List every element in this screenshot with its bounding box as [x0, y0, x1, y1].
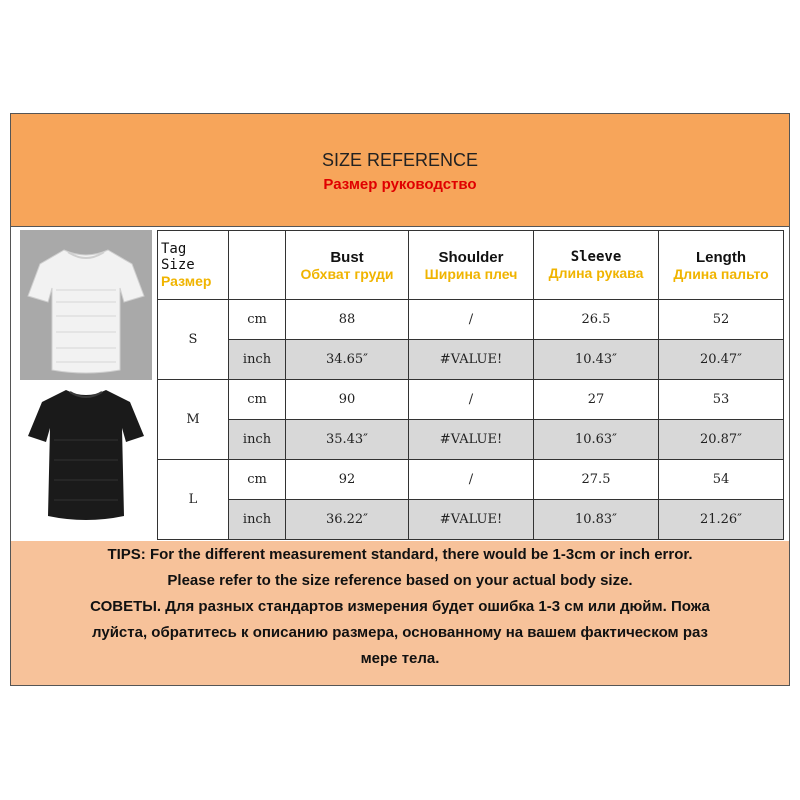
- value-cell: 26.5: [534, 300, 659, 340]
- unit-cell: inch: [229, 500, 286, 540]
- length-header: [659, 231, 784, 300]
- table-row: [158, 500, 784, 540]
- value-cell: 27: [534, 380, 659, 420]
- tips-ru-line-2: луйста, обратитесь к описанию размера, основанному на вашем фактическом раз: [92, 624, 708, 641]
- column-label-ru: Ширина плеч: [424, 265, 518, 282]
- value-cell: 27.5: [534, 460, 659, 500]
- size-cell: L: [158, 460, 229, 540]
- unit-cell: cm: [229, 380, 286, 420]
- column-label: Bust: [330, 248, 364, 266]
- tag-size-header: [158, 231, 229, 300]
- value-cell: #VALUE!: [409, 500, 534, 540]
- value-cell: 54: [659, 460, 784, 500]
- table-header-row: [158, 231, 784, 300]
- column-label-ru: Длина пальто: [673, 265, 769, 282]
- bust-header: [286, 231, 409, 300]
- value-cell: #VALUE!: [409, 340, 534, 380]
- value-cell: 20.87″: [659, 420, 784, 460]
- column-label: Length: [696, 248, 746, 266]
- column-label: Sleeve: [570, 249, 622, 265]
- value-cell: 34.65″: [286, 340, 409, 380]
- black-knit-top-photo: [20, 380, 152, 530]
- value-cell: 52: [659, 300, 784, 340]
- tag-size-ru-label: Размер: [161, 273, 212, 289]
- black-top-image: [20, 380, 152, 530]
- tag-size-label: Tag Size: [161, 241, 195, 273]
- value-cell: 21.26″: [659, 500, 784, 540]
- size-table: [157, 230, 784, 540]
- table-row: [158, 420, 784, 460]
- white-top-image: [20, 230, 152, 380]
- unit-cell: inch: [229, 420, 286, 460]
- tips-en-line-2: Please refer to the size reference based on your actual body size.: [167, 572, 633, 589]
- value-cell: /: [409, 460, 534, 500]
- sleeve-header: [534, 231, 659, 300]
- table-row: [158, 300, 784, 340]
- unit-cell: cm: [229, 300, 286, 340]
- value-cell: 92: [286, 460, 409, 500]
- shoulder-header: [409, 231, 534, 300]
- white-knit-top-photo: [20, 230, 152, 380]
- value-cell: 35.43″: [286, 420, 409, 460]
- unit-cell: inch: [229, 340, 286, 380]
- value-cell: /: [409, 300, 534, 340]
- table-row: [158, 380, 784, 420]
- table-row: [158, 460, 784, 500]
- size-cell: M: [158, 380, 229, 460]
- value-cell: 20.47″: [659, 340, 784, 380]
- value-cell: 36.22″: [286, 500, 409, 540]
- value-cell: 10.63″: [534, 420, 659, 460]
- tips-ru-line-3: мере тела.: [360, 650, 440, 667]
- page-title: SIZE REFERENCE: [321, 150, 479, 170]
- column-label: Shoulder: [438, 248, 504, 266]
- column-label-ru: Обхват груди: [300, 265, 394, 282]
- value-cell: /: [409, 380, 534, 420]
- page-subtitle-ru: Размер руководство: [323, 176, 477, 193]
- value-cell: 53: [659, 380, 784, 420]
- column-label-ru: Длина рукава: [548, 265, 644, 281]
- tips-en-line-1: TIPS: For the different measurement standard, there would be 1-3cm or inch error.: [107, 546, 693, 563]
- value-cell: 10.43″: [534, 340, 659, 380]
- value-cell: 10.83″: [534, 500, 659, 540]
- value-cell: 88: [286, 300, 409, 340]
- table-row: [158, 340, 784, 380]
- value-cell: #VALUE!: [409, 420, 534, 460]
- unit-cell: cm: [229, 460, 286, 500]
- tips-ru-line-1: СОВЕТЫ. Для разных стандартов измерения будет ошибка 1-3 см или дюйм. Пожа: [90, 598, 710, 615]
- value-cell: 90: [286, 380, 409, 420]
- size-cell: S: [158, 300, 229, 380]
- size-reference-header: [11, 114, 789, 227]
- tips-panel: [11, 541, 789, 685]
- unit-header: [229, 231, 286, 300]
